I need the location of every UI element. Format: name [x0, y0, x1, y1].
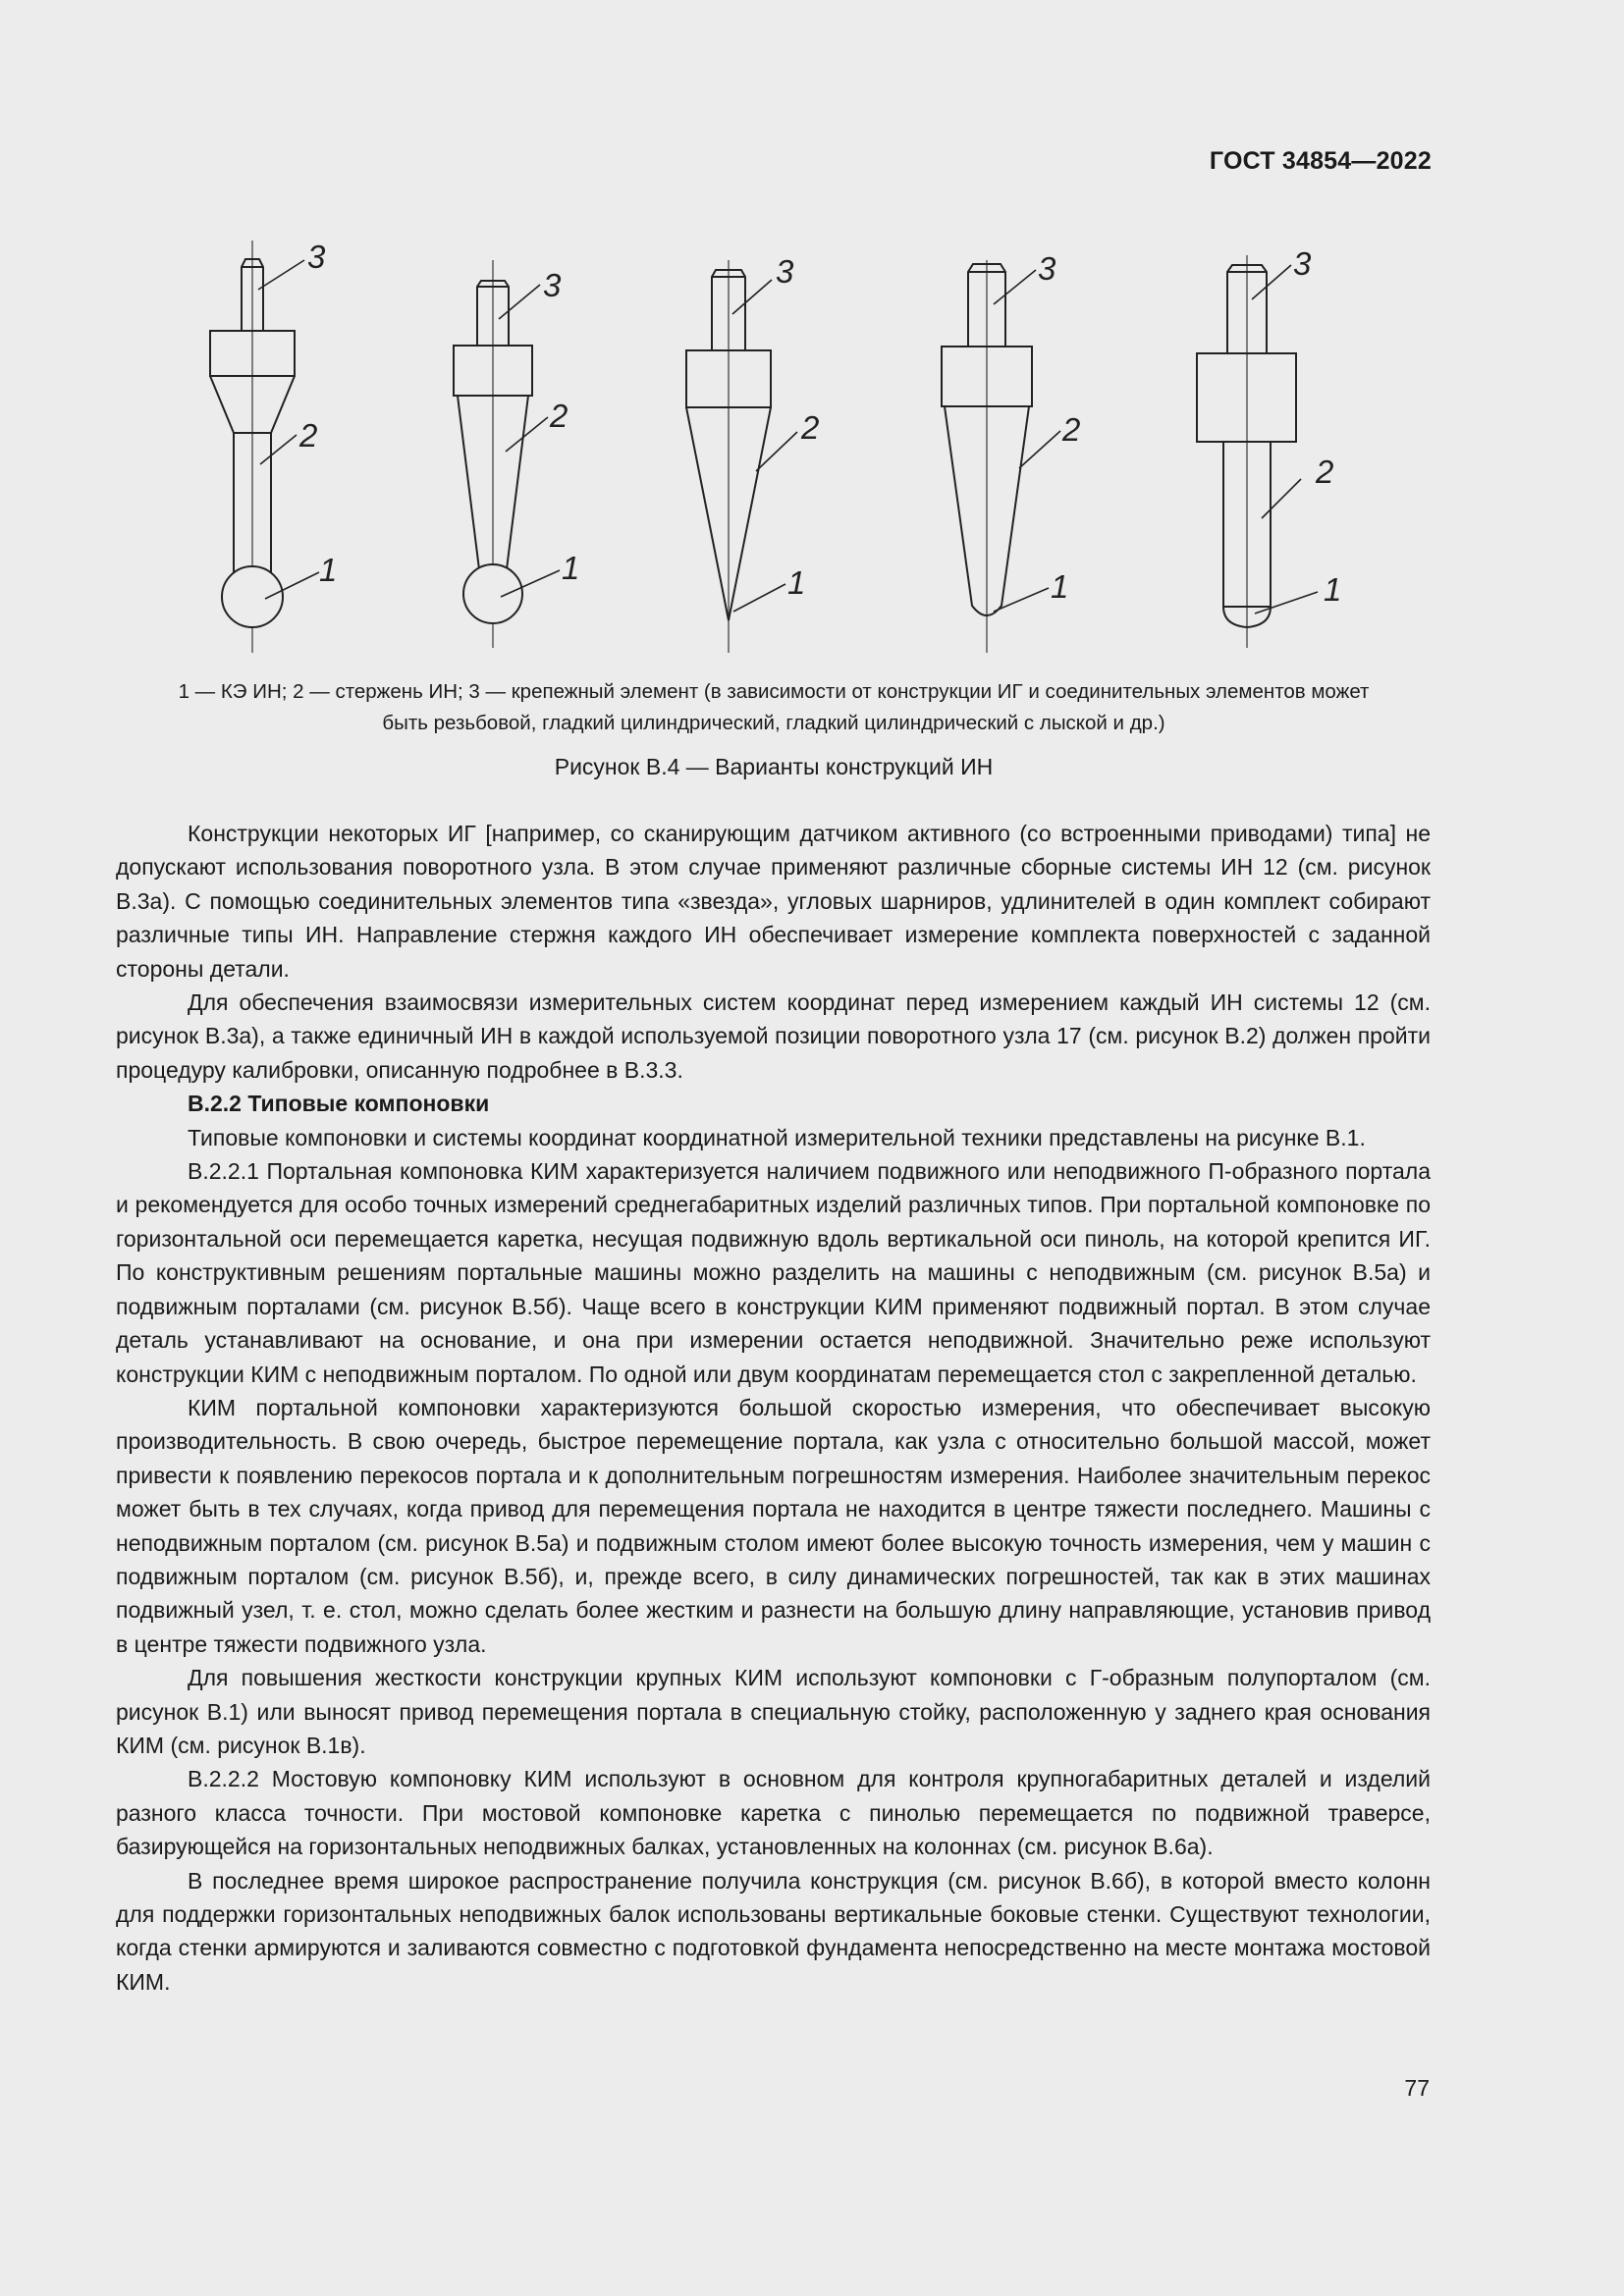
probe-drawing: [108, 240, 1473, 663]
paragraph: Для повышения жесткости конструкции крупных КИМ используют компоновки с Г-образным полупорталом (см. рисунок В.1) или выносят привод перемещения портала в специальную стойку, расположенную у заднего края основания КИМ (см. рисунок В.1в).: [116, 1665, 1431, 1758]
legend-line-1: 1 — КЭ ИН; 2 — стержень ИН; 3 — крепежный элемент (в зависимости от конструкции ИГ и соединительных элементов может: [178, 680, 1370, 703]
callout-3-probe2: 3: [543, 267, 562, 303]
callout-3-probe5: 3: [1293, 245, 1312, 282]
callout-2-probe4: 2: [1062, 411, 1081, 448]
paragraph: Для обеспечения взаимосвязи измерительных систем координат перед измерением каждый ИН системы 12 (см. рисунок В.3а), а также единичный ИН в каждой используемой позиции поворотного узла 17 (см. рисунок В.2) должен пройти процедуру калибровки, описанную подробнее в В.3.3.: [116, 989, 1431, 1083]
section-heading: В.2.2 Типовые компоновки: [188, 1091, 490, 1117]
probe-variants-figure: [108, 240, 1473, 663]
callout-1-probe3: 1: [787, 564, 806, 601]
callout-2-probe2: 2: [550, 398, 568, 434]
callout-2-probe1: 2: [299, 417, 318, 454]
body-text: [116, 817, 1431, 1999]
callout-2-probe3: 2: [801, 409, 820, 446]
page-number: 77: [1404, 2075, 1430, 2101]
figure-legend: [116, 676, 1432, 739]
callout-3-probe4: 3: [1038, 250, 1056, 287]
paragraph: КИМ портальной компоновки характеризуются большой скоростью измерения, что обеспечивает высокую производительность. В свою очередь, быстрое перемещение портала, как узла с относительно большой массой, может привести к появлению перекосов портала и к дополнительным погрешностям измерения. Наиболее значительным перекос может быть в тех случаях, когда привод для перемещения портала не находится в центре тяжести последнего. Машины с неподвижным порталом (см. рисунок В.5а) и подвижным столом имеют более высокую точность измерения, чем у машин с подвижным порталом (см. рисунок В.5б), и, прежде всего, в силу динамических погрешностей, так как в этих машинах подвижный узел, т. е. стол, можно сделать более жестким и разнести на большую длину направляющие, установив привод в центре тяжести подвижного узла.: [116, 1394, 1431, 1657]
paragraph: Типовые компоновки и системы координат координатной измерительной техники представлены на рисунке В.1.: [188, 1124, 1366, 1150]
paragraph: Конструкции некоторых ИГ [например, со сканирующим датчиком активного (со встроенными приводами) типа] не допускают использования поворотного узла. В этом случае применяют различные сборные системы ИН 12 (см. рисунок В.3а). С помощью соединительных элементов типа «звезда», угловых шарниров, удлинителей в один комплект собирают различные типы ИН. Направление стержня каждого ИН обеспечивает измерение комплекта поверхностей с заданной стороны детали.: [116, 821, 1431, 982]
paragraph: В.2.2.1 Портальная компоновка КИМ характеризуется наличием подвижного или неподвижного П-образного портала и рекомендуется для особо точных измерений среднегабаритных изделий различных типов. При портальной компоновке по горизонтальной оси перемещается каретка, несущая подвижную вдоль вертикальной оси пиноль, на которой крепится ИГ. По конструктивным решениям портальные машины можно разделить на машины с неподвижным (см. рисунок В.5а) и подвижным порталами (см. рисунок В.5б). Чаще всего в конструкции КИМ применяют подвижный портал. В этом случае деталь устанавливают на основание, и она при измерении остается неподвижной. Значительно реже используют конструкции КИМ с неподвижным порталом. По одной или двум координатам перемещается стол с закрепленной деталью.: [116, 1158, 1431, 1387]
callout-1-probe2: 1: [562, 550, 580, 586]
callout-1-probe1: 1: [319, 552, 338, 588]
document-header: ГОСТ 34854—2022: [1209, 147, 1432, 175]
callout-3-probe1: 3: [307, 240, 326, 275]
paragraph: В.2.2.2 Мостовую компоновку КИМ используют в основном для контроля крупногабаритных деталей и изделий разного класса точности. При мостовой компоновке каретка с пинолью перемещается по подвижной траверсе, базирующейся на горизонтальных неподвижных балках, установленных на колоннах (см. рисунок В.6а).: [116, 1766, 1431, 1860]
figure-caption: Рисунок В.4 — Варианты конструкций ИН: [554, 754, 994, 779]
legend-line-2: быть резьбовой, гладкий цилиндрический, гладкий цилиндрический с лыской и др.): [382, 712, 1165, 734]
callout-1-probe4: 1: [1051, 568, 1069, 605]
callout-3-probe3: 3: [776, 253, 794, 290]
paragraph: В последнее время широкое распространение получила конструкция (см. рисунок В.6б), в которой вместо колонн для поддержки горизонтальных неподвижных балок использованы вертикальные боковые стенки. Существуют технологии, когда стенки армируются и заливаются совместно с подготовкой фундамента непосредственно на месте монтажа мостовой КИМ.: [116, 1867, 1431, 1995]
callout-1-probe5: 1: [1324, 571, 1342, 608]
callout-2-probe5: 2: [1316, 454, 1334, 490]
